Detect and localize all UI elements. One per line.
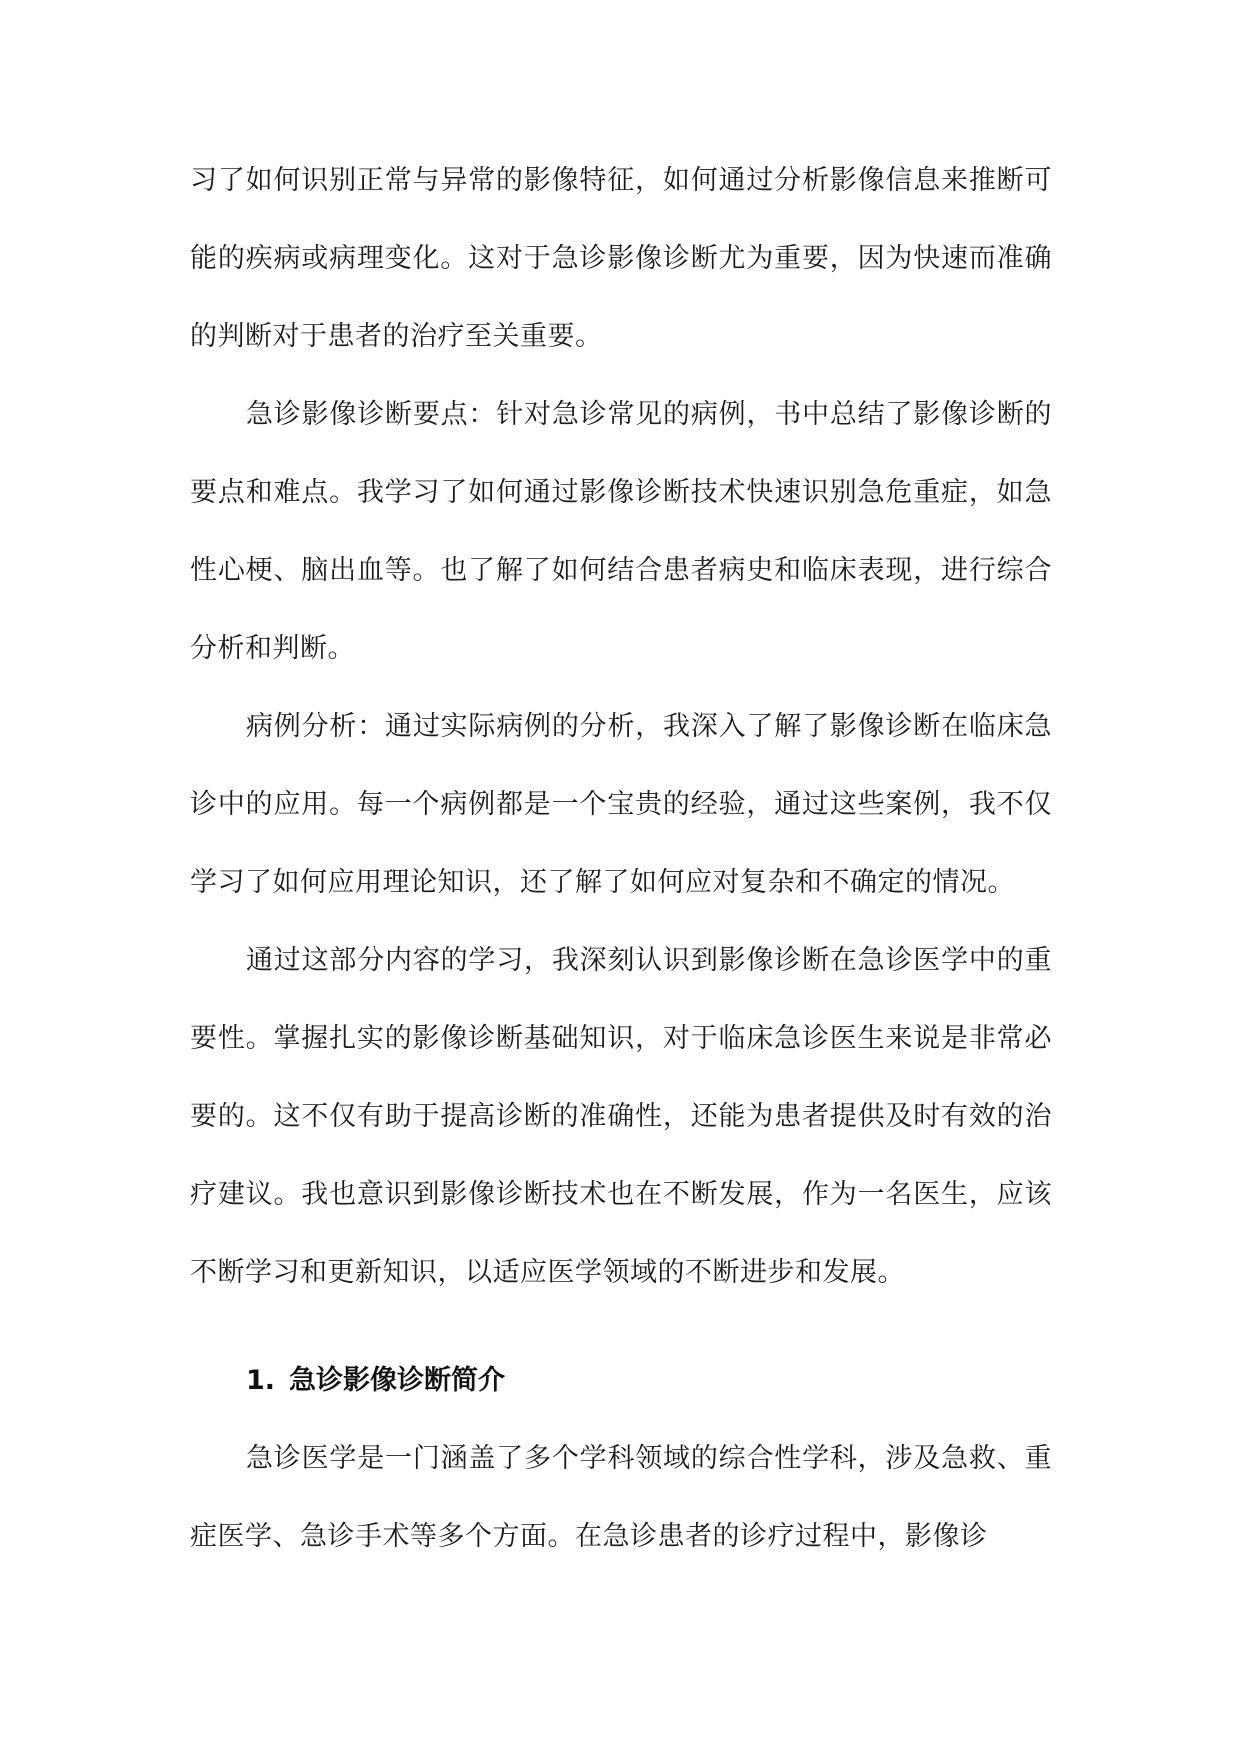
paragraph-case-analysis: 病例分析：通过实际病例的分析，我深入了解了影像诊断在临床急诊中的应用。每一个病例都是一个宝贵的经验，通过这些案例，我不仅学习了如何应用理论知识，还了解了如何应对复杂和不确定的情况。 <box>190 711 1052 898</box>
document-body <box>190 142 1052 1576</box>
section-number: 1. <box>246 1365 276 1396</box>
paragraph-section-intro: 急诊医学是一门涵盖了多个学科领域的综合性学科，涉及急救、重症医学、急诊手术等多个方面。在急诊患者的诊疗过程中，影像诊 <box>190 1443 1052 1552</box>
section-heading <box>190 1342 1052 1420</box>
paragraph-conclusion: 通过这部分内容的学习，我深刻认识到影像诊断在急诊医学中的重要性。掌握扎实的影像诊断基础知识，对于临床急诊医生来说是非常必要的。这不仅有助于提高诊断的准确性，还能为患者提供及时有效的治疗建议。我也意识到影像诊断技术也在不断发展，作为一名医生，应该不断学习和更新知识，以适应医学领域的不断进步和发展。 <box>190 945 1052 1288</box>
paragraph-key-points: 急诊影像诊断要点：针对急诊常见的病例，书中总结了影像诊断的要点和难点。我学习了如何通过影像诊断技术快速识别急危重症，如急性心梗、脑出血等。也了解了如何结合患者病史和临床表现，进行综合分析和判断。 <box>190 399 1052 664</box>
paragraph-continued: 习了如何识别正常与异常的影像特征，如何通过分析影像信息来推断可能的疾病或病理变化。这对于急诊影像诊断尤为重要，因为快速而准确的判断对于患者的治疗至关重要。 <box>190 165 1052 352</box>
section-title: 急诊影像诊断简介 <box>289 1365 506 1396</box>
